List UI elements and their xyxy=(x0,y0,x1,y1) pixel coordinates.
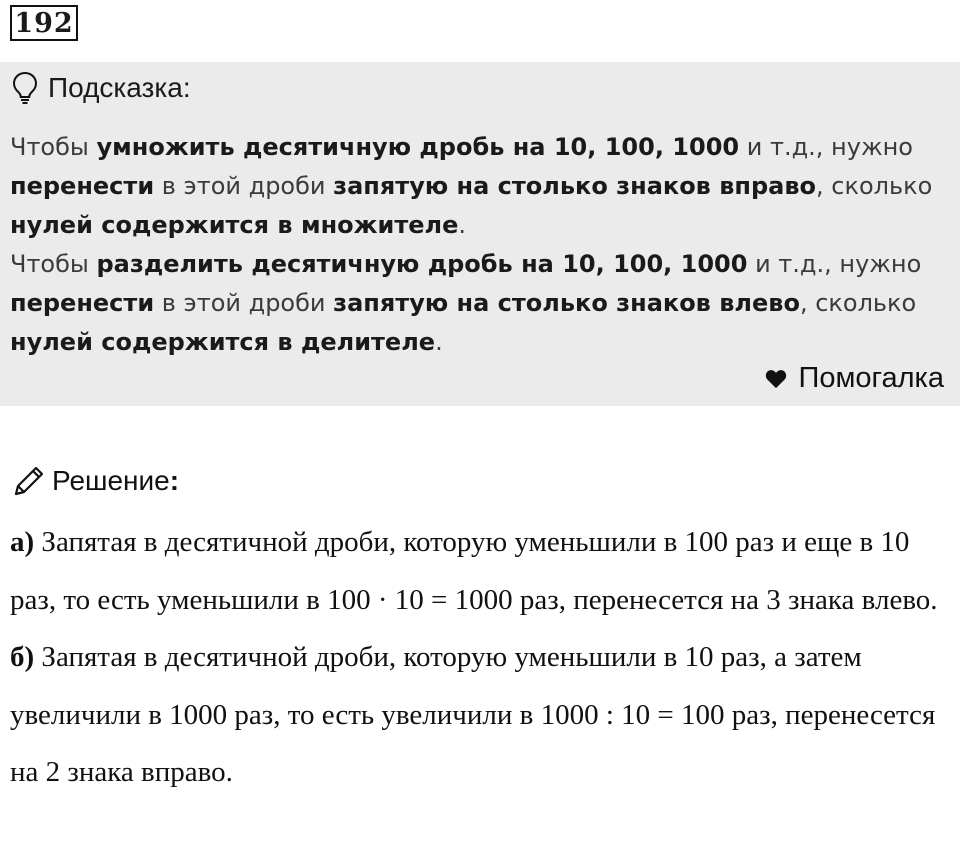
part-a-text: Запятая в десятичной дроби, которую уменьшили в 100 раз и еще в 10 раз, то есть уменьшили в 100 · 10 = 1000 раз, перенесется на 3 знака влево. xyxy=(10,526,938,616)
hint-text: в этой дроби xyxy=(154,289,334,317)
solution-part-b xyxy=(10,629,955,802)
hint-text: Чтобы xyxy=(10,133,97,161)
hint-text: и т.д., нужно xyxy=(747,250,922,278)
hint-rule-multiply xyxy=(10,128,950,245)
hint-signature xyxy=(765,362,944,395)
hint-text: . xyxy=(458,211,467,239)
hint-emphasis: запятую на столько знаков вправо xyxy=(333,172,817,200)
hint-emphasis: нулей содержится в множителе xyxy=(10,211,459,239)
signature-text: Помогалка xyxy=(798,362,944,394)
hint-body xyxy=(10,128,950,362)
lightbulb-icon xyxy=(12,71,38,105)
part-b-text: Запятая в десятичной дроби, которую уменьшили в 10 раз, а затем увеличили в 1000 раз, то есть увеличили в 1000 : 10 = 100 раз, перенесется на 2 знака вправо. xyxy=(10,641,936,788)
hint-emphasis: разделить десятичную дробь на 10, 100, 1000 xyxy=(96,250,748,278)
hint-text: в этой дроби xyxy=(154,172,334,200)
hint-emphasis: умножить десятичную дробь на 10, 100, 1000 xyxy=(96,133,740,161)
heart-icon xyxy=(765,369,787,389)
part-a-label: а) xyxy=(10,526,35,558)
hint-title: Подсказка: xyxy=(48,72,191,103)
hint-emphasis: запятую на столько знаков влево xyxy=(333,289,800,317)
hint-emphasis: перенести xyxy=(10,172,155,200)
hint-emphasis: перенести xyxy=(10,289,155,317)
task-number: 192 xyxy=(10,5,78,41)
part-b-label: б) xyxy=(10,641,35,673)
hint-header xyxy=(12,71,191,105)
hint-rule-divide xyxy=(10,245,950,362)
hint-text: Чтобы xyxy=(10,250,97,278)
hint-text: , сколько xyxy=(816,172,933,200)
pencil-icon xyxy=(12,464,46,498)
hint-text: . xyxy=(435,328,443,356)
solution-part-a xyxy=(10,514,955,629)
solution-title: Решение xyxy=(52,465,170,496)
solution-header xyxy=(12,464,179,498)
hint-text: и т.д., нужно xyxy=(739,133,913,161)
hint-text: , сколько xyxy=(799,289,917,317)
hint-panel xyxy=(0,62,960,406)
solution-body xyxy=(10,514,955,802)
hint-emphasis: нулей содержится в делителе xyxy=(10,328,436,356)
solution-colon: : xyxy=(169,465,180,496)
